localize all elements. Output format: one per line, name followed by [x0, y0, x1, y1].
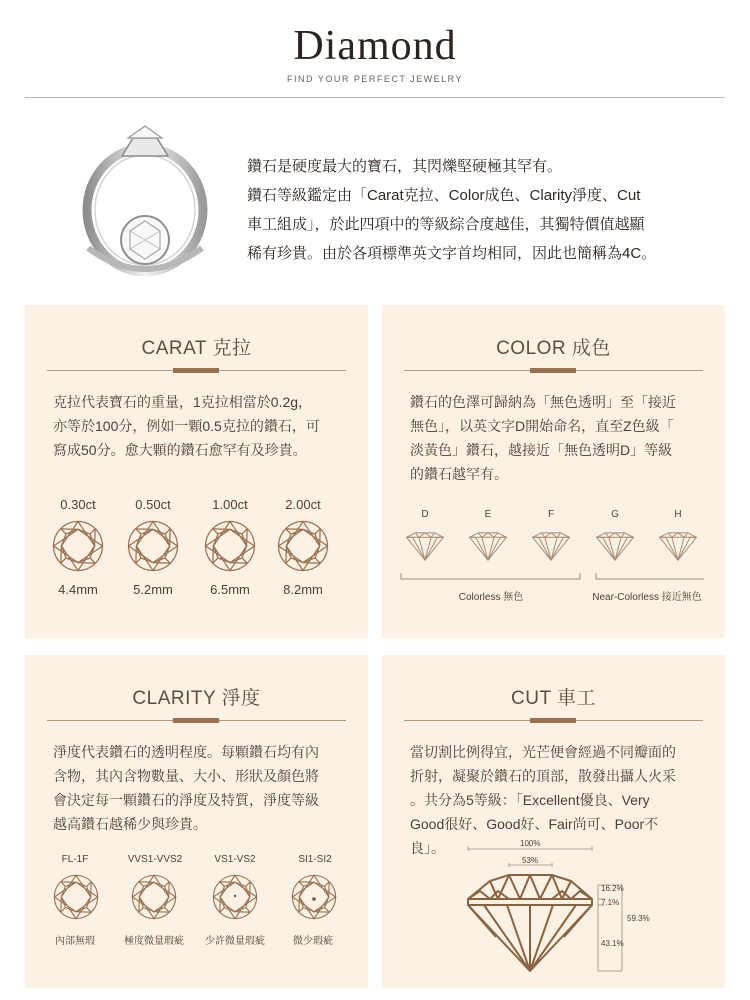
clarity-description-label: 少許微量瑕疵 [205, 936, 265, 947]
carat-line: 寫成50分。愈大顆的鑽石愈罕有及珍貴。 [53, 442, 307, 458]
header-divider [25, 97, 725, 98]
cut-line: 折射，凝聚於鑽石的頂部，散發出攝人火采 [410, 768, 676, 784]
page-header [0, 0, 750, 100]
intro-line: 鑽石等級鑑定由「Carat克拉、Color成色、Clarity淨度、Cut [247, 187, 641, 204]
intro-text [247, 152, 697, 268]
color-line: 無色」，以英文字D開始命名，直至Z色級「 [410, 418, 674, 434]
clarity-line: 淨度代表鑽石的透明程度。每顆鑽石均有內 [53, 744, 319, 760]
cut-line: Good很好、Good好、Fair尚可、Poor不 [410, 816, 659, 832]
colorless-group-label: Colorless 無色 [458, 592, 524, 603]
carat-weight-label: 0.50ct [135, 497, 171, 512]
color-title: COLOR 成色 [496, 338, 611, 359]
diamond-side-icon [656, 531, 700, 562]
page-subtitle: FIND YOUR PERFECT JEWELRY [286, 74, 464, 84]
carat-weight-label: 0.30ct [60, 497, 96, 512]
carat-weight-label: 1.00ct [212, 497, 248, 512]
clarity-grade-label: VS1-VS2 [214, 854, 256, 865]
color-line: 的鑽石越罕有。 [410, 466, 508, 482]
clarity-grade-label: FL-1F [61, 854, 89, 865]
card-divider-accent [530, 368, 576, 373]
diamond-top-icon [53, 874, 99, 920]
carat-size-label: 4.4mm [58, 582, 98, 597]
cut-proportion-diagram [462, 841, 722, 981]
carat-size-label: 6.5mm [210, 582, 250, 597]
diamond-top-icon [204, 520, 256, 572]
page-title: Diamond [293, 23, 457, 69]
table-label: 53% [522, 856, 539, 865]
diamond-top-icon [52, 520, 104, 572]
pavilion-depth-label: 43.1% [601, 939, 624, 948]
carat-weight-label: 2.00ct [285, 497, 321, 512]
near-colorless-group-label: Near-Colorless 接近無色 [592, 592, 702, 603]
carat-size-label: 8.2mm [283, 582, 323, 597]
color-grade-label: H [674, 509, 682, 520]
color-grade-label: F [547, 509, 555, 520]
carat-description [53, 390, 344, 462]
diamond-top-icon [277, 520, 329, 572]
card-divider-accent [173, 718, 219, 723]
carat-line: 克拉代表寶石的重量，1克拉相當於0.2g， [53, 394, 313, 410]
inclusion-dot [233, 894, 237, 898]
color-description [410, 390, 701, 486]
cut-line: 當切割比例得宜，光芒便會經過不同瓣面的 [410, 744, 676, 760]
cut-line: 。共分為5等級：「Excellent優良、Very [410, 792, 650, 808]
cut-line: 良」。 [410, 840, 445, 856]
carat-size-label: 5.2mm [133, 582, 173, 597]
clarity-description-label: 極度微量瑕疵 [124, 936, 184, 947]
color-line: 鑽石的色澤可歸納為「無色透明」至「接近 [410, 394, 676, 410]
color-card [382, 305, 725, 638]
inclusion-dot [311, 896, 317, 902]
clarity-line: 會決定每一顆鑽石的淨度及特質，淨度等級 [53, 792, 319, 808]
intro-line: 鑽石是硬度最大的寶石，其閃爍堅硬極其罕有。 [247, 158, 563, 175]
carat-title: CARAT 克拉 [141, 338, 252, 359]
card-divider-accent [173, 368, 219, 373]
diamond-top-icon [127, 520, 179, 572]
clarity-line: 含物，其內含物數量、大小、形狀及顏色將 [53, 768, 319, 784]
girdle-label: 7.1% [601, 898, 620, 907]
clarity-description-label: 內部無瑕 [55, 936, 95, 947]
clarity-grade-label: VVS1-VVS2 [127, 854, 183, 865]
carat-card [25, 305, 368, 638]
clarity-description [53, 740, 344, 836]
carat-line: 亦等於100分，例如一顆0.5克拉的鑽石，可 [53, 418, 320, 434]
carat-diagram [25, 495, 368, 605]
total-depth-label: 59.3% [627, 914, 650, 923]
ring-image [70, 118, 220, 278]
color-grade-label: G [611, 509, 619, 520]
clarity-description-label: 微少瑕疵 [293, 936, 333, 947]
clarity-card [25, 655, 368, 988]
color-diagram [382, 503, 725, 613]
color-group-bracket [400, 571, 705, 583]
intro-section [0, 110, 750, 290]
diamond-profile-icon [462, 841, 722, 981]
clarity-title: CLARITY 淨度 [132, 688, 261, 709]
diamond-side-icon [593, 531, 637, 562]
total-width-label: 100% [520, 839, 541, 848]
color-grade-label: E [484, 509, 492, 520]
clarity-diagram [25, 850, 368, 960]
intro-line: 稀有珍貴。由於各項標準英文字首均相同，因此也簡稱為4C。 [247, 245, 657, 262]
crown-height-label: 16.2% [601, 884, 624, 893]
clarity-line: 越高鑽石越稀少與珍貴。 [53, 816, 207, 832]
color-grade-label: D [421, 509, 429, 520]
intro-line: 車工組成」，於此四項中的等級綜合度越佳，其獨特價值越顯 [247, 216, 645, 233]
cut-card [382, 655, 725, 988]
diamond-top-icon [131, 874, 177, 920]
cut-title: CUT 車工 [511, 688, 596, 709]
diamond-side-icon [466, 531, 510, 562]
card-divider-accent [530, 718, 576, 723]
color-line: 淡黃色」鑽石，越接近「無色透明D」等級 [410, 442, 673, 458]
diamond-side-icon [403, 531, 447, 562]
clarity-grade-label: SI1-SI2 [298, 854, 332, 865]
diamond-side-icon [529, 531, 573, 562]
